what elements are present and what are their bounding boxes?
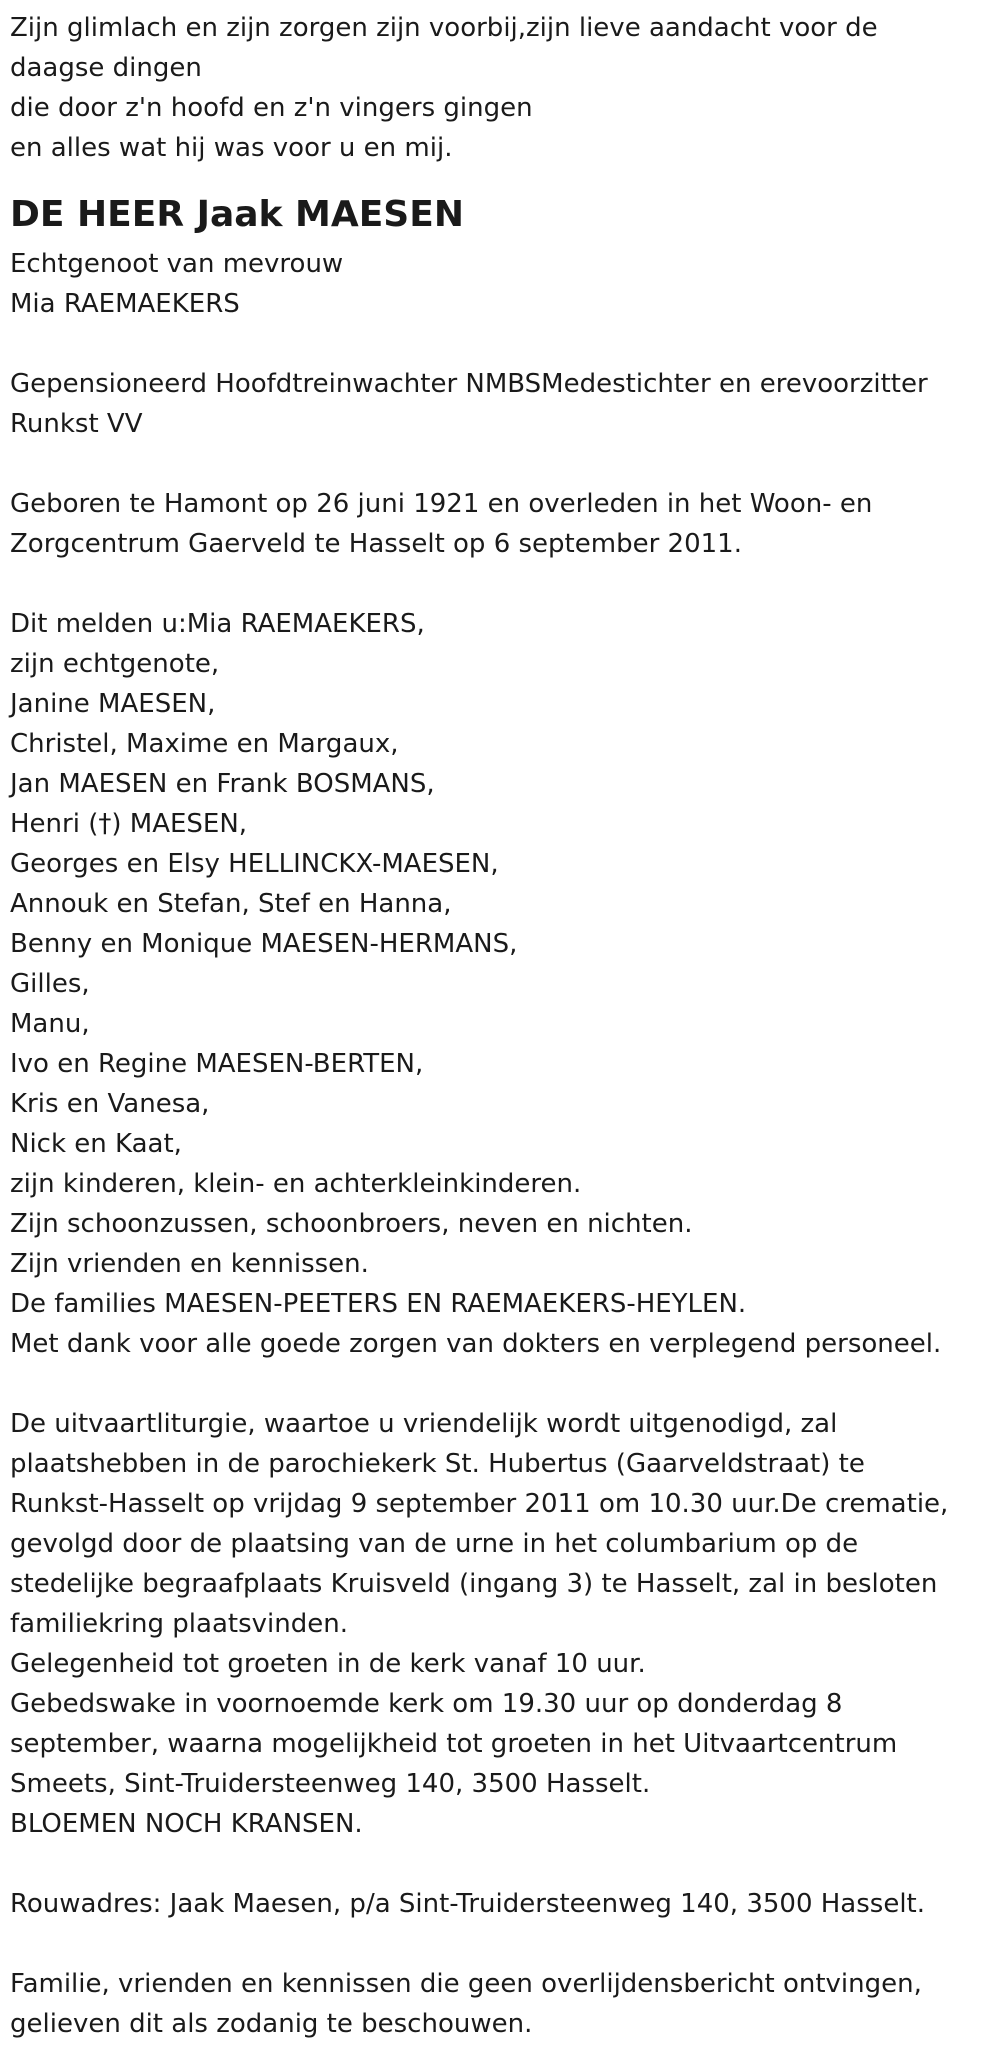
closing-line: gelieven dit als zodanig te beschouwen. bbox=[10, 2009, 533, 2039]
announcer-line: Annouk en Stefan, Stef en Hanna, bbox=[10, 889, 452, 919]
announcers-list bbox=[10, 604, 990, 1364]
announcer-line: Manu, bbox=[10, 1009, 90, 1039]
funeral-line: plaatshebben in de parochiekerk St. Hubertus (Gaarveldstraat) te bbox=[10, 1449, 865, 1479]
announcer-line: Ivo en Regine MAESEN-BERTEN, bbox=[10, 1049, 424, 1079]
closing-line: Familie, vrienden en kennissen die geen overlijdensbericht ontvingen, bbox=[10, 1969, 922, 1999]
spacer bbox=[10, 1844, 990, 1884]
announcer-line: zijn echtgenote, bbox=[10, 649, 220, 679]
spacer bbox=[10, 444, 990, 484]
poem-line: Zijn glimlach en zijn zorgen zijn voorbij,zijn lieve aandacht voor de bbox=[10, 13, 878, 43]
spacer bbox=[10, 1924, 990, 1964]
announcer-line: Nick en Kaat, bbox=[10, 1129, 182, 1159]
funeral-line: gevolgd door de plaatsing van de urne in het columbarium op de bbox=[10, 1529, 859, 1559]
poem-line: en alles wat hij was voor u en mij. bbox=[10, 133, 453, 163]
announcer-line: Kris en Vanesa, bbox=[10, 1089, 210, 1119]
funeral-line: september, waarna mogelijkheid tot groeten in het Uitvaartcentrum bbox=[10, 1729, 898, 1759]
funeral-line: De uitvaartliturgie, waartoe u vriendelijk wordt uitgenodigd, zal bbox=[10, 1409, 838, 1439]
announcer-line: Henri (†) MAESEN, bbox=[10, 809, 248, 839]
funeral-info bbox=[10, 1404, 990, 1844]
funeral-line: Gelegenheid tot groeten in de kerk vanaf 10 uur. bbox=[10, 1649, 646, 1679]
spouse-line: Echtgenoot van mevrouw bbox=[10, 249, 344, 279]
spacer bbox=[10, 564, 990, 604]
announcer-line: zijn kinderen, klein- en achterkleinkinderen. bbox=[10, 1169, 582, 1199]
occupation-line: Runkst VV bbox=[10, 409, 143, 439]
announcer-line: Jan MAESEN en Frank BOSMANS, bbox=[10, 769, 435, 799]
announcer-line: Benny en Monique MAESEN-HERMANS, bbox=[10, 929, 518, 959]
mourning-address bbox=[10, 1884, 990, 1924]
announcer-line: Zijn vrienden en kennissen. bbox=[10, 1249, 369, 1279]
birth-death-info bbox=[10, 484, 990, 564]
funeral-line: Runkst-Hasselt op vrijdag 9 september 2011 om 10.30 uur.De crematie, bbox=[10, 1489, 949, 1519]
announcer-line: Georges en Elsy HELLINCKX-MAESEN, bbox=[10, 849, 499, 879]
announcer-line: De families MAESEN-PEETERS EN RAEMAEKERS-HEYLEN. bbox=[10, 1289, 747, 1319]
funeral-line: Gebedswake in voornoemde kerk om 19.30 uur op donderdag 8 bbox=[10, 1689, 843, 1719]
funeral-line: stedelijke begraafplaats Kruisveld (ingang 3) te Hasselt, zal in besloten bbox=[10, 1569, 938, 1599]
funeral-line: familiekring plaatsvinden. bbox=[10, 1609, 348, 1639]
poem-line: daagse dingen bbox=[10, 53, 202, 83]
birth-death-line: Zorgcentrum Gaerveld te Hasselt op 6 september 2011. bbox=[10, 529, 742, 559]
deceased-name-heading: DE HEER Jaak MAESEN bbox=[10, 194, 464, 235]
poem-line: die door z'n hoofd en z'n vingers gingen bbox=[10, 93, 533, 123]
occupation-info bbox=[10, 364, 990, 444]
spouse-line: Mia RAEMAEKERS bbox=[10, 289, 240, 319]
funeral-line: BLOEMEN NOCH KRANSEN. bbox=[10, 1809, 363, 1839]
announcer-line: Met dank voor alle goede zorgen van dokters en verplegend personeel. bbox=[10, 1329, 942, 1359]
address-line: Rouwadres: Jaak Maesen, p/a Sint-Truidersteenweg 140, 3500 Hasselt. bbox=[10, 1889, 926, 1919]
funeral-line: Smeets, Sint-Truidersteenweg 140, 3500 Hasselt. bbox=[10, 1769, 651, 1799]
occupation-line: Gepensioneerd Hoofdtreinwachter NMBSMedestichter en erevoorzitter bbox=[10, 369, 928, 399]
birth-death-line: Geboren te Hamont op 26 juni 1921 en overleden in het Woon- en bbox=[10, 489, 873, 519]
spacer bbox=[10, 1364, 990, 1404]
spouse-info bbox=[10, 244, 990, 324]
announcer-line: Christel, Maxime en Margaux, bbox=[10, 729, 399, 759]
announcer-line: Dit melden u:Mia RAEMAEKERS, bbox=[10, 609, 425, 639]
spacer bbox=[10, 324, 990, 364]
announcer-line: Janine MAESEN, bbox=[10, 689, 216, 719]
closing-note bbox=[10, 1964, 990, 2044]
announcer-line: Zijn schoonzussen, schoonbroers, neven en nichten. bbox=[10, 1209, 693, 1239]
poem bbox=[10, 8, 990, 168]
announcer-line: Gilles, bbox=[10, 969, 90, 999]
